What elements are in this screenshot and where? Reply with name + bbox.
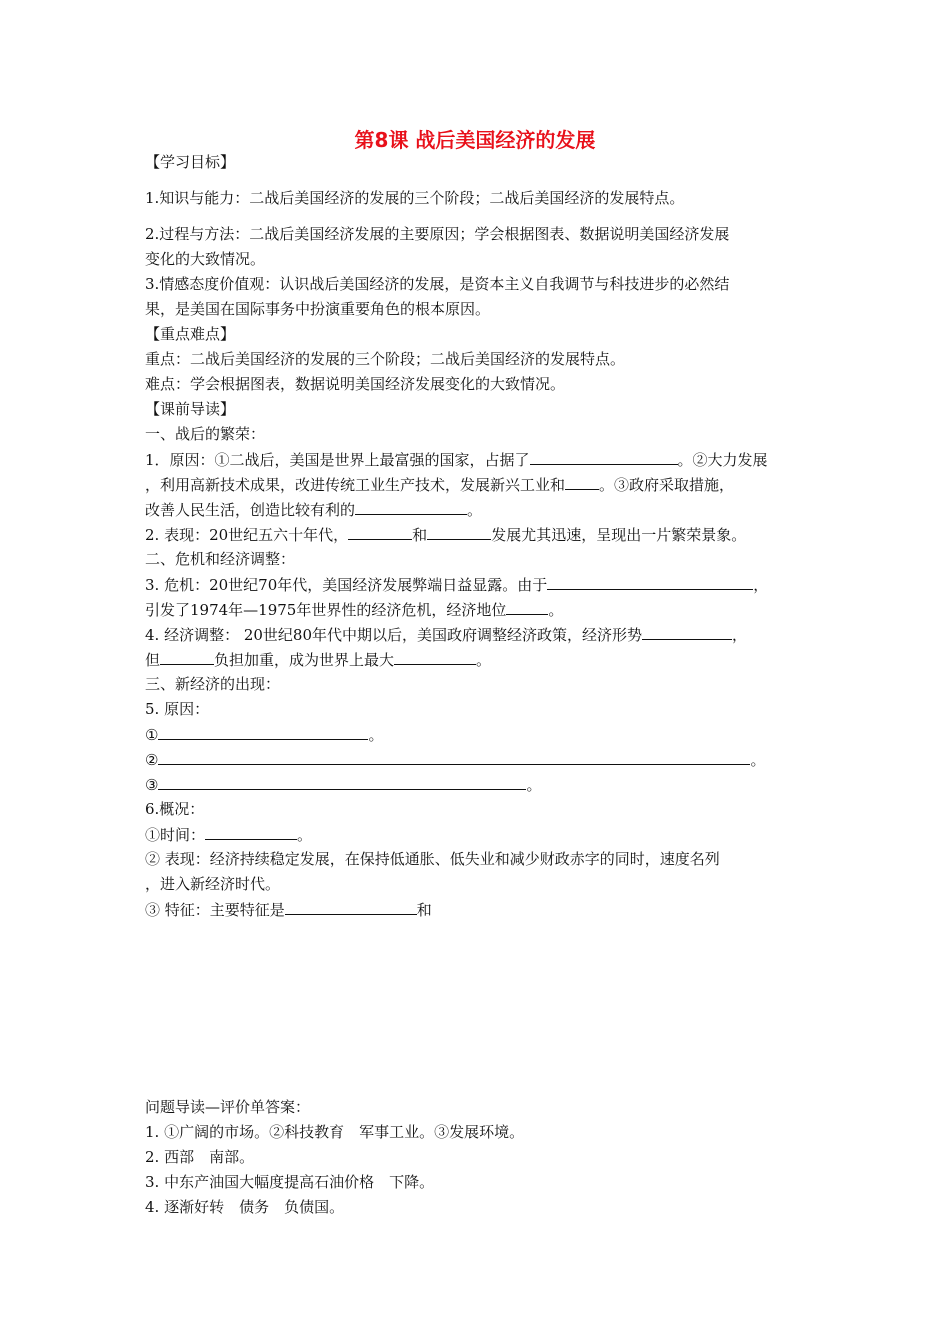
key-points-header: 【重点难点】 [145,325,236,343]
question-3a-text: 3. 危机：20世纪70年代，美国经济发展弊端日益显露。由于 [145,576,548,594]
question-6-item-2a: ② 表现：经济持续稳定发展，在保持低通胀、低失业和减少财政赤字的同时，速度名列 [145,850,720,868]
fill-blank[interactable] [547,574,753,590]
key-point-2: 难点：学会根据图表，数据说明美国经济发展变化的大致情况。 [145,375,566,393]
fill-blank[interactable] [565,474,599,490]
question-1b-text: ，利用高新技术成果，改进传统工业生产技术，发展新兴工业和 [145,476,566,494]
item-marker: ③ [145,776,159,794]
question-1a-tail: 。②大力发展 [677,451,768,469]
question-2-text: 2. 表现：20世纪五六十年代， [145,526,349,544]
question-5: 5. 原因： [145,700,210,718]
item-tail: 。 [750,751,766,769]
question-2-tail: 发展尤其迅速，呈现出一片繁荣景象。 [491,526,747,544]
item-tail: 。 [368,726,384,744]
question-3a-tail: ， [753,576,769,594]
key-point-1: 重点：二战后美国经济的发展的三个阶段；二战后美国经济的发展特点。 [145,350,626,368]
item-tail: 和 [416,901,432,919]
question-4b [145,649,491,670]
question-1b-tail: 。③政府采取措施， [599,476,735,494]
question-6-item-1 [145,824,312,845]
item-text: ③ 特征：主要特征是 [145,901,285,919]
question-4b-text: 但 [145,651,161,669]
question-4b-mid: 负担加重，成为世界上最大 [214,651,395,669]
fill-blank[interactable] [158,774,526,790]
question-2 [145,524,746,545]
section-3-heading: 三、新经济的出现： [145,675,281,693]
fill-blank[interactable] [506,599,548,615]
fill-blank[interactable] [642,624,732,640]
goal-2a: 2.过程与方法：二战后美国经济发展的主要原因；学会根据图表、数据说明美国经济发展 [145,225,730,243]
question-1c-tail: 。 [467,501,483,519]
question-4b-tail: 。 [476,651,492,669]
question-5-item-3 [145,774,541,795]
answer-4: 4. 逐渐好转 债务 负债国。 [145,1198,345,1216]
fill-blank[interactable] [160,649,214,665]
item-marker: ② [145,751,159,769]
answer-2: 2. 西部 南部。 [145,1148,255,1166]
fill-blank[interactable] [158,749,750,765]
question-3a [145,574,768,595]
question-2-mid: 和 [412,526,428,544]
question-4a [145,624,747,645]
section-1-heading: 一、战后的繁荣： [145,425,266,443]
fill-blank[interactable] [285,899,417,915]
question-5-item-1 [145,724,383,745]
question-3b-tail: 。 [548,601,564,619]
question-5-item-2 [145,749,765,770]
question-3b-text: 引发了1974年—1975年世界性的经济危机，经济地位 [145,601,507,619]
item-tail: 。 [297,826,313,844]
question-3b [145,599,563,620]
fill-blank[interactable] [394,649,476,665]
question-6: 6.概况： [145,800,205,818]
goal-3a: 3.情感态度价值观：认识战后美国经济的发展，是资本主义自我调节与科技进步的必然结 [145,275,730,293]
question-1c [145,499,482,520]
learning-goals-header: 【学习目标】 [145,153,236,171]
section-2-heading: 二、危机和经济调整： [145,550,296,568]
page-title: 第8课 战后美国经济的发展 [354,128,596,152]
fill-blank[interactable] [158,724,368,740]
preview-header: 【课前导读】 [145,400,236,418]
question-6-item-3 [145,899,432,920]
fill-blank[interactable] [348,524,412,540]
fill-blank[interactable] [427,524,491,540]
fill-blank[interactable] [205,824,297,840]
goal-2b: 变化的大致情况。 [145,250,266,268]
goal-1: 1.知识与能力：二战后美国经济的发展的三个阶段；二战后美国经济的发展特点。 [145,189,685,207]
answers-header: 问题导读—评价单答案： [145,1098,311,1116]
question-6-item-2b: ，进入新经济时代。 [145,875,281,893]
fill-blank[interactable] [355,499,467,515]
question-1b [145,474,734,495]
goal-3b: 果，是美国在国际事务中扮演重要角色的根本原因。 [145,300,491,318]
item-tail: 。 [526,776,542,794]
question-1a-text: 1．原因：①二战后，美国是世界上最富强的国家，占据了 [145,451,530,469]
fill-blank[interactable] [530,449,678,465]
item-marker: ① [145,726,159,744]
item-text: ①时间： [145,826,206,844]
question-4a-text: 4. 经济调整： 20世纪80年代中期以后，美国政府调整经济政策，经济形势 [145,626,643,644]
answer-3: 3. 中东产油国大幅度提高石油价格 下降。 [145,1173,435,1191]
question-1c-text: 改善人民生活，创造比较有利的 [145,501,356,519]
question-4a-tail: ， [732,626,748,644]
question-1a [145,449,768,470]
answer-1: 1. ①广阔的市场。②科技教育 军事工业。③发展环境。 [145,1123,525,1141]
